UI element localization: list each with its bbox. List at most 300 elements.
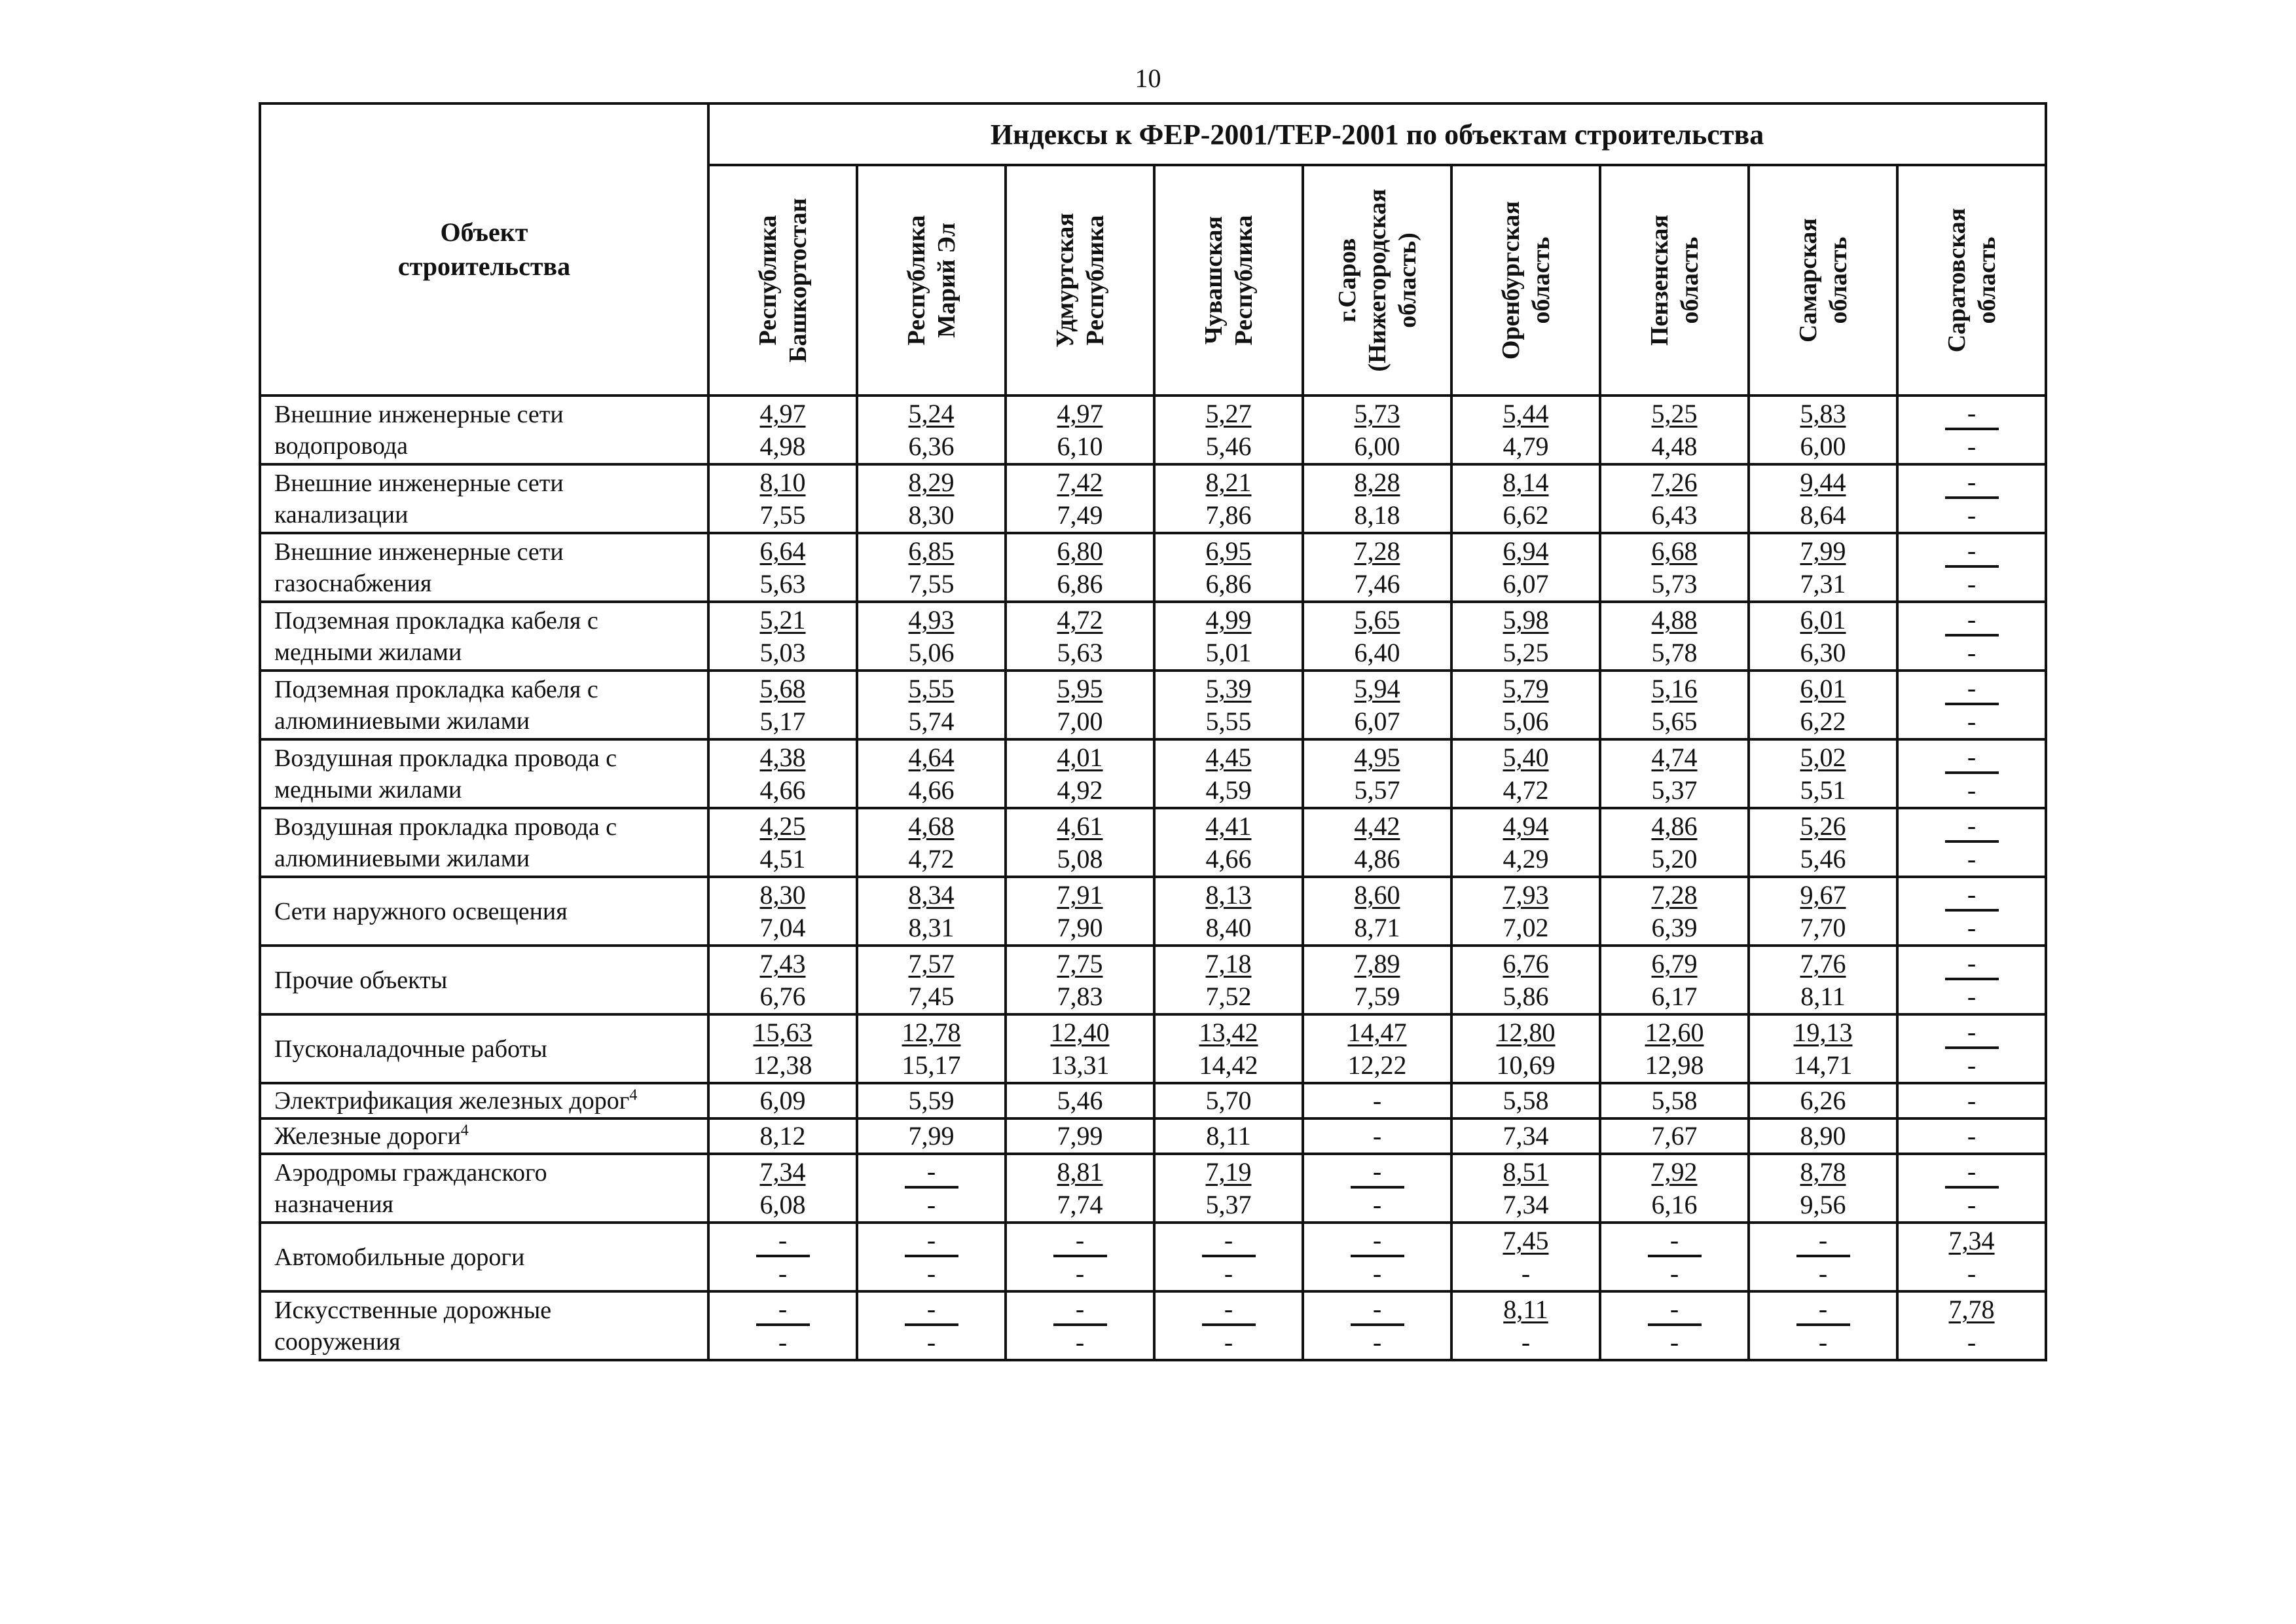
- index-cell: [1451, 1014, 1600, 1083]
- index-value-bottom: 5,65: [1651, 706, 1698, 736]
- index-cell: [1154, 739, 1303, 808]
- index-value: 7,34: [1451, 1118, 1600, 1154]
- index-value-top: 6,79: [1651, 948, 1698, 978]
- index-cell: [1303, 877, 1451, 946]
- index-value-top: 7,57: [908, 948, 955, 978]
- index-value-bottom: 4,29: [1503, 843, 1549, 874]
- index-value-top: 7,43: [759, 948, 806, 978]
- index-value-bottom: 7,90: [1057, 912, 1103, 942]
- index-cell: [1154, 946, 1303, 1014]
- object-name: Аэродромы гражданского назначения: [260, 1154, 708, 1223]
- index-cell: [1600, 464, 1749, 533]
- index-value-bottom: 4,92: [1057, 775, 1103, 805]
- index-value-bottom: 14,71: [1793, 1050, 1853, 1080]
- index-value-bottom: 8,71: [1354, 912, 1400, 942]
- table-row: [260, 946, 2046, 1014]
- index-value-bottom: 5,63: [1057, 637, 1103, 667]
- index-value-bottom: 12,38: [753, 1050, 812, 1080]
- index-cell: [1897, 1223, 2046, 1291]
- index-value-top: 5,26: [1800, 811, 1846, 841]
- index-cell: [1600, 1014, 1749, 1083]
- index-cell: [1451, 877, 1600, 946]
- index-cell: [1154, 533, 1303, 602]
- index-cell: [1897, 946, 2046, 1014]
- index-value-top: -: [1899, 466, 2045, 499]
- index-value-bottom: 8,18: [1354, 500, 1400, 530]
- index-value-top: -: [1007, 1224, 1153, 1257]
- index-value-bottom: 6,86: [1057, 568, 1103, 599]
- index-cell: [1749, 533, 1897, 602]
- table-row: [260, 1118, 2046, 1154]
- index-value-top: -: [1899, 947, 2045, 980]
- index-value-top: -: [1899, 534, 2045, 568]
- index-value-bottom: 5,63: [759, 568, 806, 599]
- index-cell: [857, 808, 1006, 877]
- index-value-bottom: 7,55: [759, 500, 806, 530]
- index-value: 5,58: [1451, 1083, 1600, 1118]
- index-value-top: 5,55: [908, 673, 955, 703]
- index-value-top: -: [1601, 1293, 1747, 1326]
- index-cell: [1897, 533, 2046, 602]
- object-name: Внешние инженерные сети водопровода: [260, 396, 708, 464]
- index-value-top: 7,28: [1354, 536, 1400, 566]
- index-cell: [1451, 1291, 1600, 1360]
- index-value-bottom: 7,04: [759, 912, 806, 942]
- index-value-top: 8,29: [908, 467, 955, 497]
- index-cell: [1600, 739, 1749, 808]
- index-value-bottom: 5,74: [908, 706, 955, 736]
- index-value-bottom: -: [1967, 638, 1977, 667]
- index-value-bottom: 8,31: [908, 912, 955, 942]
- index-value-top: 4,61: [1057, 811, 1103, 841]
- region-label: Чувашская Республика: [1199, 215, 1258, 346]
- index-cell: [1006, 671, 1154, 739]
- index-value-bottom: -: [1224, 1259, 1233, 1288]
- index-value-bottom: 6,10: [1057, 431, 1103, 461]
- index-value-top: 4,68: [908, 811, 955, 841]
- index-value-top: -: [710, 1224, 856, 1257]
- index-cell: [1451, 671, 1600, 739]
- index-cell: [1006, 533, 1154, 602]
- index-value: 7,67: [1600, 1118, 1749, 1154]
- index-value-bottom: 4,59: [1205, 775, 1252, 805]
- index-value-top: 5,95: [1057, 673, 1103, 703]
- region-header: [857, 165, 1006, 396]
- index-value-top: 7,76: [1800, 948, 1846, 978]
- index-value-top: 7,34: [1948, 1225, 1995, 1255]
- index-value-bottom: 7,52: [1205, 981, 1252, 1011]
- table-row: [260, 464, 2046, 533]
- index-cell: [1154, 1291, 1303, 1360]
- index-cell: [1006, 946, 1154, 1014]
- index-value-top: 7,18: [1205, 948, 1252, 978]
- index-value-bottom: 7,00: [1057, 706, 1103, 736]
- index-value-bottom: -: [1967, 1190, 1977, 1219]
- index-value-bottom: 4,86: [1354, 843, 1400, 874]
- index-cell: [1749, 671, 1897, 739]
- index-cell: [1303, 946, 1451, 1014]
- index-value-bottom: 5,01: [1205, 637, 1252, 667]
- index-cell: [1006, 877, 1154, 946]
- index-value-top: 7,92: [1651, 1156, 1698, 1187]
- index-value-top: 4,94: [1503, 811, 1549, 841]
- index-value-bottom: -: [1967, 913, 1977, 942]
- index-cell: [1897, 1014, 2046, 1083]
- index-cell: [1749, 1223, 1897, 1291]
- index-value-bottom: 5,03: [759, 637, 806, 667]
- index-value-top: 6,85: [908, 536, 955, 566]
- index-value-bottom: -: [1521, 1258, 1531, 1288]
- index-value-top: -: [1156, 1293, 1302, 1326]
- index-value-top: 5,94: [1354, 673, 1400, 703]
- index-cell: [1303, 1223, 1451, 1291]
- index-cell: [1600, 877, 1749, 946]
- index-cell: [1006, 739, 1154, 808]
- index-cell: [1451, 396, 1600, 464]
- index-cell: [1600, 396, 1749, 464]
- index-value-bottom: 6,43: [1651, 500, 1698, 530]
- table-row: [260, 602, 2046, 671]
- object-name: Подземная прокладка кабеля с медными жилами: [260, 602, 708, 671]
- footnote-marker: 4: [460, 1122, 469, 1139]
- index-value-top: 6,76: [1503, 948, 1549, 978]
- index-cell: [857, 533, 1006, 602]
- index-cell: [1749, 464, 1897, 533]
- index-cell: [1897, 464, 2046, 533]
- index-cell: [1749, 602, 1897, 671]
- index-value-top: 7,26: [1651, 467, 1698, 497]
- index-value-bottom: 7,74: [1057, 1189, 1103, 1219]
- index-cell: [708, 671, 857, 739]
- index-cell: [1154, 1223, 1303, 1291]
- index-value: 5,46: [1006, 1083, 1154, 1118]
- index-value-top: 4,41: [1205, 811, 1252, 841]
- index-value-top: -: [1899, 1155, 2045, 1189]
- index-cell: [1154, 1154, 1303, 1223]
- index-value-top: 14,47: [1347, 1017, 1407, 1047]
- index-value-top: 5,68: [759, 673, 806, 703]
- index-value-top: 12,60: [1645, 1017, 1704, 1047]
- index-value-bottom: 5,37: [1651, 775, 1698, 805]
- region-label: Самарская область: [1794, 218, 1852, 342]
- object-name: Пусконаладочные работы: [260, 1014, 708, 1083]
- index-value-top: -: [710, 1293, 856, 1326]
- index-value-bottom: -: [1818, 1259, 1828, 1288]
- index-value-top: 4,64: [908, 742, 955, 772]
- index-value-bottom: 6,07: [1503, 568, 1549, 599]
- index-value-top: 5,16: [1651, 673, 1698, 703]
- region-label: Республика Башкортостан: [754, 198, 812, 363]
- table-title: Индексы к ФЕР-2001/ТЕР-2001 по объектам строительства: [708, 103, 2046, 165]
- index-cell: [1006, 1014, 1154, 1083]
- index-value-bottom: -: [1224, 1327, 1233, 1357]
- index-value-bottom: 6,07: [1354, 706, 1400, 736]
- index-value: -: [1897, 1083, 2046, 1118]
- region-label: Оренбургская область: [1497, 200, 1555, 360]
- region-header: [1600, 165, 1749, 396]
- index-value-top: 5,98: [1503, 604, 1549, 635]
- object-column-header: Объект строительства: [260, 103, 708, 396]
- index-value-top: 4,45: [1205, 742, 1252, 772]
- index-value-bottom: -: [778, 1327, 788, 1357]
- index-value-bottom: 5,55: [1205, 706, 1252, 736]
- index-cell: [1749, 1291, 1897, 1360]
- index-value: 8,11: [1154, 1118, 1303, 1154]
- index-value-top: 8,60: [1354, 879, 1400, 910]
- index-value: -: [1303, 1083, 1451, 1118]
- index-cell: [857, 602, 1006, 671]
- index-cell: [1451, 464, 1600, 533]
- index-value-top: 5,24: [908, 398, 955, 428]
- index-value-bottom: 5,08: [1057, 843, 1103, 874]
- index-cell: [708, 396, 857, 464]
- index-value-top: 7,45: [1503, 1225, 1549, 1255]
- index-cell: [708, 1014, 857, 1083]
- index-value: 5,58: [1600, 1083, 1749, 1118]
- footnote-marker: 4: [629, 1086, 638, 1104]
- index-value-top: 19,13: [1793, 1017, 1853, 1047]
- index-value-bottom: 6,22: [1800, 706, 1846, 736]
- index-cell: [1154, 464, 1303, 533]
- object-name: Прочие объекты: [260, 946, 708, 1014]
- indices-table: [259, 102, 2047, 1361]
- index-value-top: 7,28: [1651, 879, 1698, 910]
- index-value-bottom: 4,48: [1651, 431, 1698, 461]
- index-value-top: 5,44: [1503, 398, 1549, 428]
- index-cell: [1897, 1291, 2046, 1360]
- index-value-bottom: 5,06: [1503, 706, 1549, 736]
- index-value-bottom: 5,78: [1651, 637, 1698, 667]
- index-value-top: 4,25: [759, 811, 806, 841]
- index-value-top: -: [858, 1224, 1004, 1257]
- index-value-bottom: 8,11: [1800, 981, 1846, 1011]
- index-value-bottom: 6,40: [1354, 637, 1400, 667]
- index-value-bottom: -: [926, 1190, 936, 1219]
- index-cell: [857, 877, 1006, 946]
- index-cell: [1303, 1154, 1451, 1223]
- index-value-top: -: [1750, 1293, 1896, 1326]
- index-value-top: 12,80: [1496, 1017, 1556, 1047]
- index-value-top: -: [1899, 809, 2045, 843]
- index-cell: [1006, 602, 1154, 671]
- index-value-bottom: -: [778, 1259, 788, 1288]
- index-value-bottom: 6,62: [1503, 500, 1549, 530]
- index-cell: [857, 1291, 1006, 1360]
- index-value: -: [1897, 1118, 2046, 1154]
- index-value-top: 8,10: [759, 467, 806, 497]
- index-cell: [1600, 602, 1749, 671]
- index-cell: [1303, 396, 1451, 464]
- index-value-bottom: 7,55: [908, 568, 955, 599]
- region-header: [708, 165, 857, 396]
- index-value-bottom: 13,31: [1050, 1050, 1110, 1080]
- index-value-bottom: 7,49: [1057, 500, 1103, 530]
- index-value-top: 7,75: [1057, 948, 1103, 978]
- index-cell: [857, 1014, 1006, 1083]
- index-value-top: -: [1156, 1224, 1302, 1257]
- index-cell: [857, 396, 1006, 464]
- table-row: [260, 877, 2046, 946]
- object-name: Подземная прокладка кабеля с алюминиевыми жилами: [260, 671, 708, 739]
- index-value-bottom: 7,46: [1354, 568, 1400, 599]
- index-value-bottom: 5,37: [1205, 1189, 1252, 1219]
- table-row: [260, 671, 2046, 739]
- index-value-top: -: [1899, 1016, 2045, 1049]
- index-value-top: -: [858, 1293, 1004, 1326]
- index-value-bottom: 5,20: [1651, 843, 1698, 874]
- index-cell: [1749, 877, 1897, 946]
- index-value: 8,12: [708, 1118, 857, 1154]
- index-cell: [1749, 739, 1897, 808]
- index-value-top: -: [1899, 741, 2045, 774]
- index-cell: [1006, 396, 1154, 464]
- index-value-bottom: -: [1669, 1327, 1679, 1357]
- index-value-bottom: -: [1669, 1259, 1679, 1288]
- index-cell: [1451, 739, 1600, 808]
- index-cell: [1749, 1014, 1897, 1083]
- index-value-top: 6,80: [1057, 536, 1103, 566]
- index-value-top: 5,27: [1205, 398, 1252, 428]
- object-name: Электрификация железных дорог$^4$: [260, 1083, 708, 1118]
- index-value-top: -: [1899, 878, 2045, 912]
- index-cell: [1897, 602, 2046, 671]
- index-value-bottom: 6,00: [1800, 431, 1846, 461]
- index-cell: [708, 739, 857, 808]
- index-value-bottom: 15,17: [902, 1050, 961, 1080]
- index-cell: [1303, 739, 1451, 808]
- index-value-bottom: 4,66: [759, 775, 806, 805]
- index-value-bottom: 6,30: [1800, 637, 1846, 667]
- index-value-bottom: -: [1967, 707, 1977, 736]
- index-cell: [1451, 808, 1600, 877]
- object-name: Сети наружного освещения: [260, 877, 708, 946]
- index-cell: [1154, 1014, 1303, 1083]
- index-value-top: 8,51: [1503, 1156, 1549, 1187]
- object-name: Воздушная прокладка провода с медными жилами: [260, 739, 708, 808]
- index-value-bottom: -: [1967, 432, 1977, 461]
- index-cell: [1006, 1154, 1154, 1223]
- index-value: 6,09: [708, 1083, 857, 1118]
- index-value-bottom: 5,57: [1354, 775, 1400, 805]
- index-cell: [1154, 602, 1303, 671]
- index-cell: [1897, 396, 2046, 464]
- index-cell: [1897, 808, 2046, 877]
- index-value-bottom: 6,36: [908, 431, 955, 461]
- index-value-top: 5,39: [1205, 673, 1252, 703]
- index-cell: [1451, 533, 1600, 602]
- index-cell: [1006, 1291, 1154, 1360]
- index-value-bottom: 12,22: [1347, 1050, 1407, 1080]
- index-value-bottom: 6,86: [1205, 568, 1252, 599]
- index-value-bottom: 7,45: [908, 981, 955, 1011]
- index-value-bottom: 5,73: [1651, 568, 1698, 599]
- index-cell: [1006, 808, 1154, 877]
- index-value-top: 13,42: [1199, 1017, 1258, 1047]
- index-value-bottom: 8,40: [1205, 912, 1252, 942]
- object-name: Искусственные дорожные сооружения: [260, 1291, 708, 1360]
- index-cell: [1006, 1223, 1154, 1291]
- region-header: [1451, 165, 1600, 396]
- index-cell: [1154, 877, 1303, 946]
- index-value-top: 4,74: [1651, 742, 1698, 772]
- index-cell: [1303, 1291, 1451, 1360]
- index-value-top: 5,73: [1354, 398, 1400, 428]
- index-value-bottom: 5,06: [908, 637, 955, 667]
- index-value-top: 8,78: [1800, 1156, 1846, 1187]
- index-cell: [708, 1291, 857, 1360]
- table-row: [260, 1014, 2046, 1083]
- index-value: 6,26: [1749, 1083, 1897, 1118]
- index-value-top: 4,88: [1651, 604, 1698, 635]
- index-cell: [1303, 808, 1451, 877]
- index-value-bottom: -: [1967, 1327, 1977, 1357]
- table-row: [260, 533, 2046, 602]
- index-value-top: -: [1899, 672, 2045, 705]
- region-header: [1303, 165, 1451, 396]
- index-value-bottom: -: [1967, 982, 1977, 1011]
- index-value-top: 12,40: [1050, 1017, 1110, 1047]
- index-value-top: 8,21: [1205, 467, 1252, 497]
- index-value-bottom: 7,86: [1205, 500, 1252, 530]
- index-cell: [1600, 671, 1749, 739]
- index-value-top: 6,01: [1800, 673, 1846, 703]
- index-cell: [1600, 1291, 1749, 1360]
- index-value-top: 4,93: [908, 604, 955, 635]
- index-value: 8,90: [1749, 1118, 1897, 1154]
- index-cell: [708, 464, 857, 533]
- index-value-top: 5,40: [1503, 742, 1549, 772]
- index-cell: [857, 1223, 1006, 1291]
- index-value-top: 8,13: [1205, 879, 1252, 910]
- index-value-top: 6,68: [1651, 536, 1698, 566]
- index-value: 5,70: [1154, 1083, 1303, 1118]
- index-value-bottom: 4,72: [908, 843, 955, 874]
- index-cell: [1600, 1154, 1749, 1223]
- table-row: [260, 1083, 2046, 1118]
- index-value-top: 5,65: [1354, 604, 1400, 635]
- region-label: Республика Марий Эл: [902, 215, 960, 346]
- index-cell: [1451, 1223, 1600, 1291]
- index-cell: [1749, 396, 1897, 464]
- index-cell: [708, 946, 857, 1014]
- index-cell: [1154, 671, 1303, 739]
- table-row: [260, 1154, 2046, 1223]
- index-cell: [857, 464, 1006, 533]
- index-value-top: 6,95: [1205, 536, 1252, 566]
- object-name: Железные дороги$^4$: [260, 1118, 708, 1154]
- index-cell: [1749, 1154, 1897, 1223]
- index-cell: [1897, 739, 2046, 808]
- index-value-top: 8,28: [1354, 467, 1400, 497]
- index-value-bottom: 10,69: [1496, 1050, 1556, 1080]
- index-cell: [708, 602, 857, 671]
- index-value-top: 6,94: [1503, 536, 1549, 566]
- index-cell: [708, 533, 857, 602]
- index-value-top: 15,63: [753, 1017, 812, 1047]
- index-cell: [1303, 671, 1451, 739]
- index-value-bottom: -: [1372, 1190, 1382, 1219]
- index-value-bottom: 6,17: [1651, 981, 1698, 1011]
- object-name: Воздушная прокладка провода с алюминиевыми жилами: [260, 808, 708, 877]
- index-value-bottom: 4,66: [908, 775, 955, 805]
- index-value-bottom: 14,42: [1199, 1050, 1258, 1080]
- index-value-top: 7,34: [759, 1156, 806, 1187]
- index-value-top: 8,11: [1503, 1294, 1548, 1324]
- index-value-top: -: [1304, 1224, 1450, 1257]
- index-value-top: -: [1304, 1155, 1450, 1189]
- index-value-top: 8,14: [1503, 467, 1549, 497]
- index-value-top: -: [1007, 1293, 1153, 1326]
